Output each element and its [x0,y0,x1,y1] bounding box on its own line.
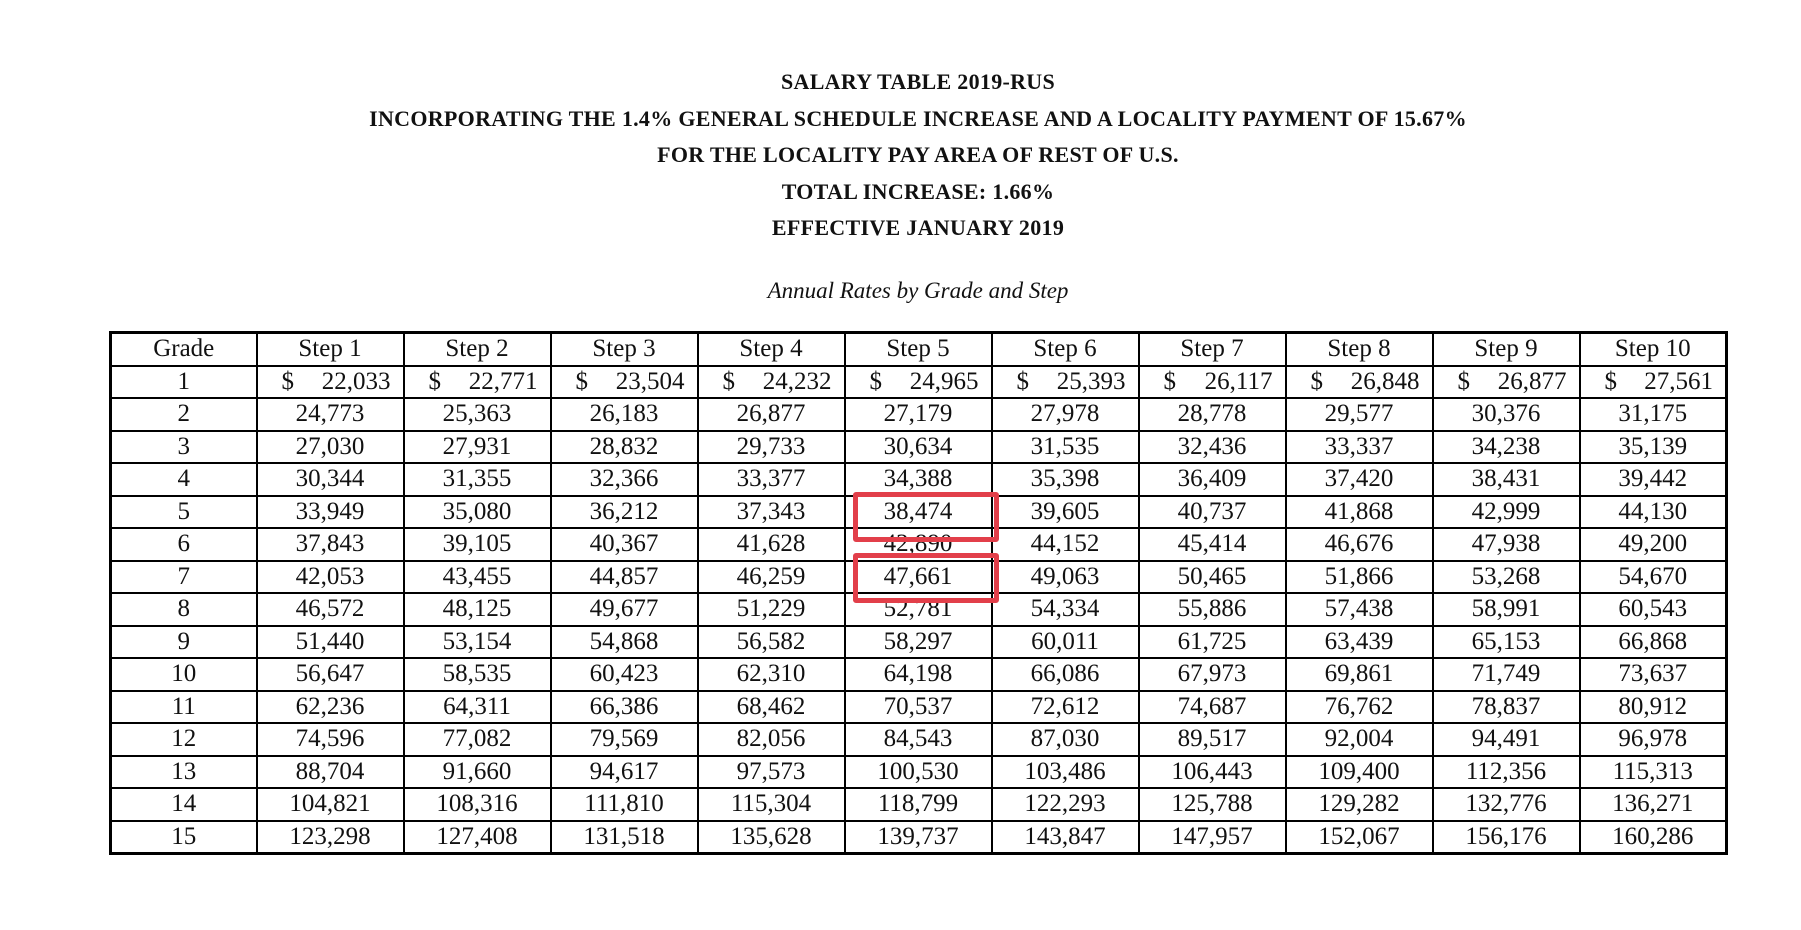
table-row [111,626,1727,659]
column-header-step-1: Step 1 [257,333,404,366]
salary-cell: 56,582 [698,626,845,659]
table-row [111,691,1727,724]
salary-cell: 127,408 [404,821,551,854]
column-header-step-5: Step 5 [845,333,992,366]
currency-symbol: $ [575,367,588,395]
column-header-step-4: Step 4 [698,333,845,366]
grade-cell: 2 [111,398,257,431]
currency-symbol: $ [1310,367,1323,395]
salary-cell: 34,388 [845,463,992,496]
salary-cell: 94,617 [551,756,698,789]
salary-cell: 42,890 [845,528,992,561]
salary-cell [1139,366,1286,399]
grade-cell: 6 [111,528,257,561]
salary-cell: 61,725 [1139,626,1286,659]
salary-cell [257,366,404,399]
table-subtitle: Annual Rates by Grade and Step [767,278,1069,303]
salary-cell: 58,535 [404,658,551,691]
grade-cell: 4 [111,463,257,496]
salary-cell: 38,431 [1433,463,1580,496]
salary-cell: 63,439 [1286,626,1433,659]
heading-locality-line: FOR THE LOCALITY PAY AREA OF REST OF U.S. [657,142,1179,167]
salary-cell: 30,634 [845,431,992,464]
salary-cell: 136,271 [1580,788,1727,821]
table-row [111,431,1727,464]
currency-symbol: $ [1604,367,1617,395]
salary-cell: 41,868 [1286,496,1433,529]
salary-cell: 40,737 [1139,496,1286,529]
column-header-step-2: Step 2 [404,333,551,366]
salary-cell: 46,572 [257,593,404,626]
salary-cell: 69,861 [1286,658,1433,691]
salary-cell: 115,304 [698,788,845,821]
salary-cell: 115,313 [1580,756,1727,789]
salary-cell: 82,056 [698,723,845,756]
salary-cell: 32,436 [1139,431,1286,464]
table-row [111,366,1727,399]
salary-cell: 32,366 [551,463,698,496]
grade-cell: 7 [111,561,257,594]
column-header-step-10: Step 10 [1580,333,1727,366]
salary-cell: 62,236 [257,691,404,724]
currency-symbol: $ [428,367,441,395]
salary-cell: 156,176 [1433,821,1580,854]
column-header-step-9: Step 9 [1433,333,1580,366]
salary-cell: 60,543 [1580,593,1727,626]
salary-cell: 66,086 [992,658,1139,691]
salary-cell: 66,386 [551,691,698,724]
salary-cell: 33,377 [698,463,845,496]
salary-cell: 40,367 [551,528,698,561]
grade-cell: 3 [111,431,257,464]
table-row [111,658,1727,691]
salary-cell: 65,153 [1433,626,1580,659]
salary-cell: 88,704 [257,756,404,789]
salary-cell: 135,628 [698,821,845,854]
column-header-step-3: Step 3 [551,333,698,366]
salary-cell: 44,857 [551,561,698,594]
column-header-step-6: Step 6 [992,333,1139,366]
salary-cell: 64,198 [845,658,992,691]
salary-cell: 39,105 [404,528,551,561]
salary-cell: 84,543 [845,723,992,756]
salary-cell: 44,152 [992,528,1139,561]
column-header-step-7: Step 7 [1139,333,1286,366]
salary-cell: 53,268 [1433,561,1580,594]
table-row [111,723,1727,756]
salary-cell: 27,978 [992,398,1139,431]
salary-cell: 35,080 [404,496,551,529]
salary-cell: 123,298 [257,821,404,854]
salary-cell: 31,355 [404,463,551,496]
salary-cell: 42,053 [257,561,404,594]
salary-cell: 47,938 [1433,528,1580,561]
salary-cell: 70,537 [845,691,992,724]
salary-cell: 160,286 [1580,821,1727,854]
salary-cell: 72,612 [992,691,1139,724]
salary-cell: 31,175 [1580,398,1727,431]
salary-cell: 28,778 [1139,398,1286,431]
grade-cell: 9 [111,626,257,659]
grade-cell: 1 [111,366,257,399]
salary-cell: 29,733 [698,431,845,464]
salary-cell: 92,004 [1286,723,1433,756]
salary-cell: 89,517 [1139,723,1286,756]
salary-cell: 50,465 [1139,561,1286,594]
salary-cell: 71,749 [1433,658,1580,691]
salary-cell: 58,297 [845,626,992,659]
salary-value: 22,771 [468,367,538,395]
salary-cell: 36,409 [1139,463,1286,496]
salary-cell: 97,573 [698,756,845,789]
salary-cell: 39,442 [1580,463,1727,496]
salary-cell: 37,420 [1286,463,1433,496]
grade-cell: 15 [111,821,257,854]
salary-value: 26,877 [1497,367,1567,395]
table-row [111,593,1727,626]
salary-value: 23,504 [615,367,685,395]
salary-cell: 100,530 [845,756,992,789]
salary-cell: 27,179 [845,398,992,431]
salary-cell: 31,535 [992,431,1139,464]
salary-cell: 51,229 [698,593,845,626]
salary-cell: 39,605 [992,496,1139,529]
salary-value: 26,848 [1350,367,1420,395]
heading-total-increase: TOTAL INCREASE: 1.66% [781,178,1055,204]
salary-value: 27,561 [1644,367,1713,395]
table-row [111,528,1727,561]
currency-symbol: $ [1016,367,1029,395]
salary-cell: 55,886 [1139,593,1286,626]
heading-increase-line: INCORPORATING THE 1.4% GENERAL SCHEDULE INCREASE AND A LOCALITY PAYMENT OF 15.67% [369,105,1467,131]
currency-symbol: $ [1457,367,1470,395]
salary-cell: 33,949 [257,496,404,529]
grade-cell: 5 [111,496,257,529]
salary-cell [992,366,1139,399]
salary-cell: 147,957 [1139,821,1286,854]
salary-cell: 91,660 [404,756,551,789]
table-row [111,561,1727,594]
salary-cell: 53,154 [404,626,551,659]
currency-symbol: $ [722,367,735,395]
salary-cell: 29,577 [1286,398,1433,431]
salary-cell: 60,011 [992,626,1139,659]
salary-cell: 30,344 [257,463,404,496]
table-header-row [111,333,1727,366]
salary-cell: 46,676 [1286,528,1433,561]
currency-symbol: $ [281,367,294,395]
grade-cell: 14 [111,788,257,821]
salary-value: 24,232 [762,367,832,395]
column-header-grade: Grade [111,333,257,366]
salary-cell: 36,212 [551,496,698,529]
table-row [111,788,1727,821]
salary-cell: 54,670 [1580,561,1727,594]
salary-cell: 74,596 [257,723,404,756]
salary-cell: 103,486 [992,756,1139,789]
salary-cell: 49,063 [992,561,1139,594]
salary-cell: 45,414 [1139,528,1286,561]
salary-cell: 48,125 [404,593,551,626]
document-heading [0,64,1801,247]
salary-cell: 24,773 [257,398,404,431]
salary-cell: 78,837 [1433,691,1580,724]
salary-value: 24,965 [909,367,979,395]
salary-cell: 51,440 [257,626,404,659]
table-row [111,821,1727,854]
salary-cell [1433,366,1580,399]
table-row [111,496,1727,529]
salary-cell: 131,518 [551,821,698,854]
salary-cell [845,366,992,399]
salary-cell: 37,843 [257,528,404,561]
salary-cell: 41,628 [698,528,845,561]
salary-value: 22,033 [321,367,391,395]
salary-cell: 28,832 [551,431,698,464]
heading-effective-date: EFFECTIVE JANUARY 2019 [771,215,1065,240]
salary-cell: 47,661 [845,561,992,594]
salary-cell: 54,334 [992,593,1139,626]
salary-cell: 49,200 [1580,528,1727,561]
salary-cell: 109,400 [1286,756,1433,789]
salary-cell: 73,637 [1580,658,1727,691]
salary-cell: 139,737 [845,821,992,854]
salary-cell: 33,337 [1286,431,1433,464]
salary-cell: 64,311 [404,691,551,724]
salary-cell: 129,282 [1286,788,1433,821]
table-row [111,398,1727,431]
grade-cell: 13 [111,756,257,789]
salary-cell: 80,912 [1580,691,1727,724]
table-body [111,366,1727,854]
salary-cell: 106,443 [1139,756,1286,789]
salary-cell: 46,259 [698,561,845,594]
grade-cell: 12 [111,723,257,756]
salary-cell [551,366,698,399]
salary-cell: 77,082 [404,723,551,756]
salary-cell: 76,762 [1286,691,1433,724]
salary-cell: 26,183 [551,398,698,431]
heading-title: SALARY TABLE 2019-RUS [780,69,1056,94]
salary-cell [1286,366,1433,399]
salary-value: 25,393 [1056,367,1126,395]
table-row [111,756,1727,789]
salary-cell: 104,821 [257,788,404,821]
currency-symbol: $ [1163,367,1176,395]
salary-cell: 111,810 [551,788,698,821]
salary-cell: 37,343 [698,496,845,529]
salary-cell: 66,868 [1580,626,1727,659]
salary-cell: 118,799 [845,788,992,821]
salary-cell [404,366,551,399]
salary-cell: 96,978 [1580,723,1727,756]
salary-cell: 35,139 [1580,431,1727,464]
salary-cell: 44,130 [1580,496,1727,529]
salary-cell: 57,438 [1286,593,1433,626]
salary-cell: 27,030 [257,431,404,464]
salary-cell: 56,647 [257,658,404,691]
salary-cell: 43,455 [404,561,551,594]
salary-cell: 108,316 [404,788,551,821]
salary-cell: 122,293 [992,788,1139,821]
salary-cell: 143,847 [992,821,1139,854]
salary-cell: 38,474 [845,496,992,529]
salary-cell: 132,776 [1433,788,1580,821]
salary-cell: 26,877 [698,398,845,431]
salary-cell: 54,868 [551,626,698,659]
salary-cell: 30,376 [1433,398,1580,431]
salary-cell: 52,781 [845,593,992,626]
salary-cell [698,366,845,399]
salary-cell: 58,991 [1433,593,1580,626]
salary-cell: 51,866 [1286,561,1433,594]
table-row [111,463,1727,496]
column-header-step-8: Step 8 [1286,333,1433,366]
salary-cell: 42,999 [1433,496,1580,529]
salary-cell: 94,491 [1433,723,1580,756]
grade-cell: 11 [111,691,257,724]
salary-cell: 79,569 [551,723,698,756]
salary-cell: 112,356 [1433,756,1580,789]
grade-cell: 8 [111,593,257,626]
salary-cell: 68,462 [698,691,845,724]
currency-symbol: $ [869,367,882,395]
salary-cell: 25,363 [404,398,551,431]
salary-cell: 60,423 [551,658,698,691]
salary-cell: 49,677 [551,593,698,626]
grade-cell: 10 [111,658,257,691]
salary-cell: 27,931 [404,431,551,464]
salary-value: 26,117 [1204,367,1273,395]
salary-cell: 74,687 [1139,691,1286,724]
salary-cell: 87,030 [992,723,1139,756]
salary-cell: 35,398 [992,463,1139,496]
salary-cell [1580,366,1727,399]
salary-cell: 125,788 [1139,788,1286,821]
salary-cell: 152,067 [1286,821,1433,854]
salary-table [109,331,1728,855]
salary-cell: 34,238 [1433,431,1580,464]
salary-cell: 67,973 [1139,658,1286,691]
salary-cell: 62,310 [698,658,845,691]
